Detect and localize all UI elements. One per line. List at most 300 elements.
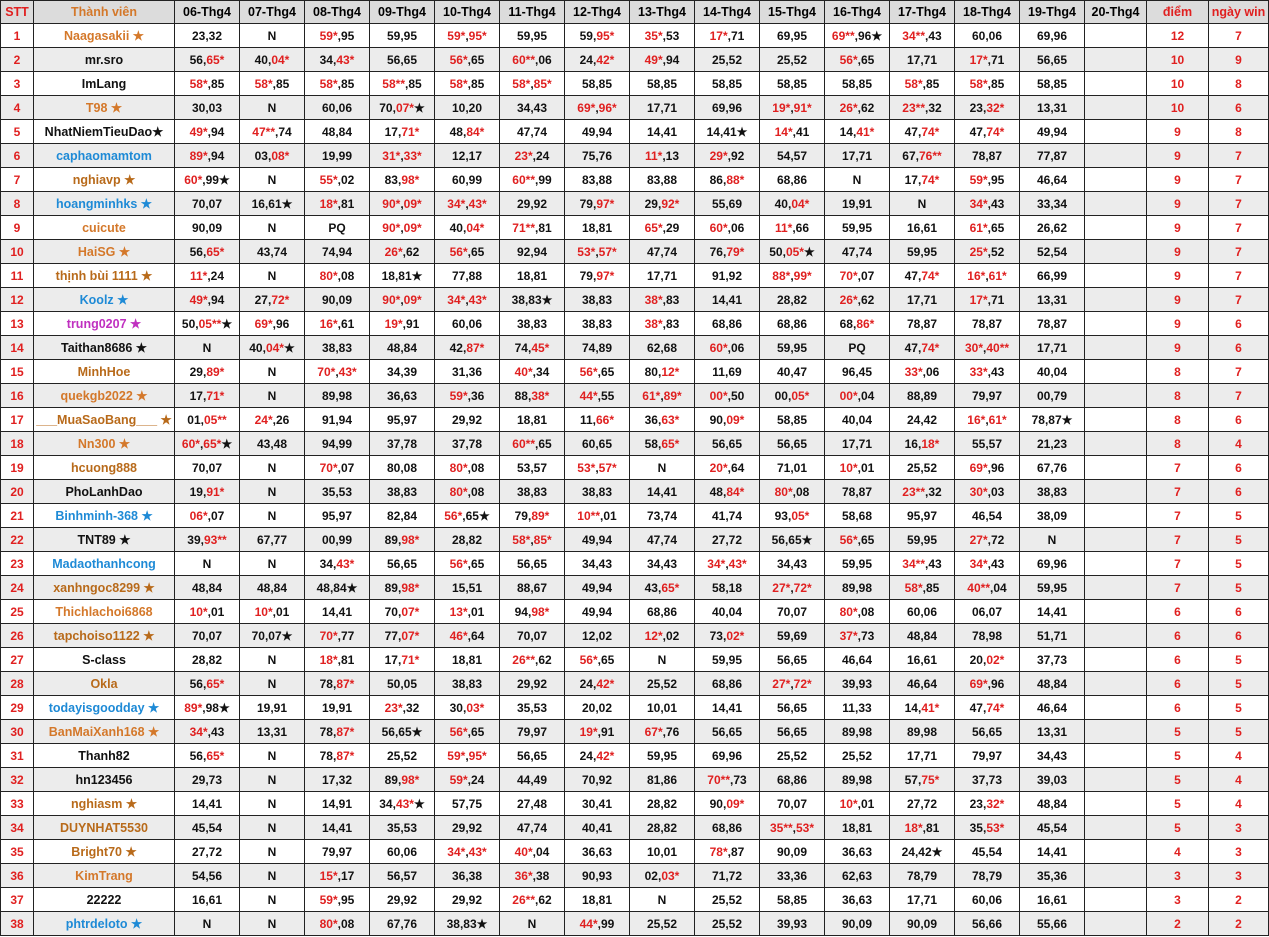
value-text: 34 [581,556,596,571]
member-name[interactable]: caphaomamtom [34,144,175,168]
member-name[interactable]: mr.sro [34,48,175,72]
value-text: , [400,148,404,163]
value-text: 56 [386,52,401,67]
value-text: , [662,628,666,643]
member-name[interactable]: hoangminhks ★ [34,192,175,216]
table-row [1,96,1269,120]
value-text: 71 [923,748,938,763]
hit-mark: 58* [904,580,923,595]
value-text: 59 [906,244,921,259]
member-name[interactable]: ___MuaSaoBang___ ★ [34,408,175,432]
day-cell [175,144,240,168]
value-text: , [987,76,991,91]
value-text: N [202,556,212,571]
value-text: 28 [191,652,206,667]
value-text: , [465,100,469,115]
value-text: 11 [579,412,593,427]
value-text: 74 [273,244,288,259]
member-name[interactable]: Koolz ★ [34,288,175,312]
value-text: 19 [256,700,271,715]
day-cell [565,96,630,120]
value-text: , [595,892,599,907]
day-cell [695,408,760,432]
value-text: , [532,868,536,883]
value-text: , [725,700,729,715]
day-cell [240,240,305,264]
day-cell [435,312,500,336]
value-text: 58 [711,76,726,91]
value-text: , [205,28,209,43]
value-text: N [267,460,277,475]
day-cell [175,456,240,480]
member-name[interactable]: Madaothanhcong [34,552,175,576]
day-cell [1020,888,1085,912]
day-cell [825,720,890,744]
value-text: 19 [321,148,336,163]
value-text: 82 [663,796,678,811]
hit-mark: 34* [969,556,988,571]
value-text: 68 [776,772,791,787]
value-text: , [1050,292,1054,307]
day-cell [825,744,890,768]
day-cell [565,552,630,576]
value-text: 65 [788,532,802,547]
hit-mark: 12* [644,628,663,643]
value-text: 24 [579,676,593,691]
value-text: , [920,916,924,931]
value-text: , [855,676,859,691]
value-text: , [725,196,729,211]
day-cell [630,624,695,648]
member-name[interactable]: phtrdeloto ★ [34,912,175,936]
day-cell [955,720,1020,744]
member-name[interactable]: tapchoiso1122 ★ [34,624,175,648]
value-text: 01 [603,508,617,523]
hit-mark: 10* [839,796,858,811]
star-icon: ★ [541,292,553,307]
value-text: , [595,868,599,883]
value-text: 54 [988,508,1003,523]
value-text: N [267,556,277,571]
member-name[interactable]: Thanh82 [34,744,175,768]
day-cell [175,432,240,456]
value-text: , [660,508,664,523]
value-text: 96 [857,28,872,43]
value-text: 74 [663,532,678,547]
member-name[interactable]: Bright70 ★ [34,840,175,864]
value-text: 14 [1036,844,1051,859]
value-text: 34 [516,100,531,115]
value-text: 82 [386,508,401,523]
hit-mark: 60* [181,436,200,451]
value-text: N [202,916,212,931]
table-row [1,360,1269,384]
day-cell [760,336,825,360]
day-cell [175,384,240,408]
hit-mark: 09* [726,412,745,427]
member-name[interactable]: Naagasakii ★ [34,24,175,48]
value-text: 98 [988,628,1003,643]
day-cell [630,96,695,120]
value-text: , [465,868,469,883]
day-cell [500,72,565,96]
member-name[interactable]: Taithan8686 ★ [34,336,175,360]
day-cell [955,120,1020,144]
value-text: , [784,532,789,547]
value-text: , [790,556,794,571]
day-cell [565,792,630,816]
day-cell [240,144,305,168]
member-name[interactable]: DUYNHAT5530 [34,816,175,840]
value-text: 30 [449,700,463,715]
day-cell [1085,408,1147,432]
member-name[interactable]: hcuong888 [34,456,175,480]
value-text: 06 [971,604,986,619]
value-text: 40 [249,340,263,355]
day-cell [500,288,565,312]
member-name[interactable]: MinhHoe [34,360,175,384]
value-text: , [262,340,266,355]
value-text: 52 [663,916,678,931]
value-text: , [532,364,536,379]
hit-mark: 87* [336,748,355,763]
value-text: 97 [988,388,1003,403]
day-cell [695,264,760,288]
value-text: , [790,868,794,883]
day-cell [305,792,370,816]
value-text: 86 [663,604,678,619]
star-icon: ★ [221,316,233,331]
value-text: , [267,292,272,307]
value-text: 25 [841,748,856,763]
header-cell: ngày win [1209,1,1269,24]
value-text: 43 [598,556,613,571]
value-text: 17 [906,52,921,67]
member-name[interactable]: S-class [34,648,175,672]
member-name[interactable]: nghiasm ★ [34,792,175,816]
value-text: 06 [338,100,353,115]
day-cell [305,24,370,48]
value-text: 08 [471,484,485,499]
day-cell [435,792,500,816]
hit-mark: 88* [726,172,745,187]
value-text: 03 [1053,772,1068,787]
points-cell: 7 [1147,576,1209,600]
value-text: , [400,340,404,355]
day-cell [435,840,500,864]
value-text: 55 [711,196,726,211]
member-name[interactable]: ImLang [34,72,175,96]
value-text: , [272,604,276,619]
day-cell [565,216,630,240]
day-cell [500,552,565,576]
value-text: 20 [581,700,596,715]
member-name[interactable]: thịnh bùi 1111 ★ [34,264,175,288]
day-cell [305,696,370,720]
member-name[interactable]: 22222 [34,888,175,912]
value-text: 97 [338,844,353,859]
hit-mark: 60* [709,220,728,235]
day-cell [955,336,1020,360]
hit-mark: 90* [382,292,401,307]
value-text: 67 [386,916,401,931]
day-cell [955,240,1020,264]
member-name[interactable]: todayisgoodday ★ [34,696,175,720]
day-cell [565,360,630,384]
value-text: , [205,796,209,811]
member-name[interactable]: nghiavp ★ [34,168,175,192]
member-name[interactable]: KimTrang [34,864,175,888]
value-text: 76 [709,244,723,259]
member-name[interactable]: Thichlachoi6868 [34,600,175,624]
day-cell [630,720,695,744]
value-text: 17 [468,148,483,163]
hit-mark: 40* [514,364,533,379]
hit-mark: 98* [401,172,420,187]
value-text: 41 [598,796,613,811]
member-name[interactable]: cuicute [34,216,175,240]
hit-mark: 26* [384,244,403,259]
value-text: 49 [581,580,596,595]
value-text: 95 [906,508,921,523]
value-text: 38 [581,292,596,307]
day-cell [1020,48,1085,72]
day-cell [1020,720,1085,744]
value-text: , [857,292,861,307]
member-name[interactable]: TNT89 ★ [34,528,175,552]
value-text: 73 [861,628,875,643]
member-name[interactable]: PhoLanhDao [34,480,175,504]
value-text: , [982,652,987,667]
value-text: , [1050,796,1054,811]
value-text: , [527,508,532,523]
day-cell [435,648,500,672]
hit-mark: 30* [969,484,988,499]
value-text: 74 [581,340,596,355]
table-row [1,552,1269,576]
day-cell [760,648,825,672]
value-text: 71 [1053,340,1068,355]
day-cell [370,216,435,240]
value-text: 43 [793,556,808,571]
value-text: 70 [581,772,596,787]
value-text: , [530,124,534,139]
value-text: , [465,412,469,427]
day-cell [500,216,565,240]
value-text: 24 [579,52,593,67]
value-text: , [527,388,532,403]
value-text: 52 [728,892,743,907]
hit-mark: 23* [514,148,533,163]
hit-mark: 42* [596,748,615,763]
value-text: 31 [1053,724,1068,739]
value-text: 02 [598,628,613,643]
hit-mark: 08* [271,148,290,163]
rank-cell: 14 [1,336,34,360]
value-text: 95 [858,556,873,571]
hit-mark: 88* [772,268,791,283]
value-text: 14 [706,124,720,139]
value-text: 17 [189,388,203,403]
value-text: , [1050,364,1054,379]
value-text: N [267,220,277,235]
day-cell [1020,432,1085,456]
member-name[interactable]: hn123456 [34,768,175,792]
hit-mark: 26** [512,652,535,667]
value-text: , [790,652,794,667]
value-text: 34 [379,796,393,811]
member-name[interactable]: T98 ★ [34,96,175,120]
hit-mark: 03* [466,700,485,715]
value-text: , [725,820,729,835]
hit-mark: 05* [785,244,804,259]
value-text: 64 [471,628,485,643]
value-text: , [790,580,794,595]
hit-mark: 07* [401,604,420,619]
day-cell [630,864,695,888]
day-cell [305,528,370,552]
day-cell [1020,576,1085,600]
member-name[interactable]: trung0207 ★ [34,312,175,336]
member-name[interactable]: quekgb2022 ★ [34,384,175,408]
value-text: , [920,604,924,619]
value-text: , [924,100,929,115]
value-text: 59 [646,748,661,763]
value-text: , [207,148,211,163]
value-text: 12 [581,628,596,643]
value-text: 32 [338,772,353,787]
member-name[interactable]: xanhngoc8299 ★ [34,576,175,600]
value-text: , [465,196,469,211]
day-cell [175,840,240,864]
day-cell [435,696,500,720]
value-text: 84 [208,580,223,595]
value-text: 96 [1053,556,1068,571]
member-name[interactable]: Nn300 ★ [34,432,175,456]
day-cell [1020,480,1085,504]
value-text: 28 [646,796,661,811]
win-days-cell: 2 [1209,912,1269,936]
hit-mark: 20* [709,460,728,475]
value-text: 25 [906,460,921,475]
value-text: , [202,364,207,379]
day-cell [305,432,370,456]
table-row [1,840,1269,864]
member-name[interactable]: Binhminh-368 ★ [34,504,175,528]
member-name[interactable]: HaiSG ★ [34,240,175,264]
value-text: , [599,508,604,523]
value-text: 38 [536,868,550,883]
day-cell [435,864,500,888]
value-text: , [657,412,662,427]
value-text: 57 [793,148,808,163]
value-text: 62 [1053,220,1068,235]
value-text: N [527,916,537,931]
value-text: , [597,364,601,379]
day-cell [435,408,500,432]
value-text: 06 [403,844,418,859]
table-row [1,624,1269,648]
value-text: 29 [666,220,680,235]
value-text: 81 [398,268,412,283]
hit-mark: 89* [189,148,208,163]
value-text: 01 [471,604,485,619]
value-text: 56 [776,724,791,739]
member-name[interactable]: Okla [34,672,175,696]
value-text: 47 [904,268,918,283]
day-cell [955,648,1020,672]
member-name[interactable]: NhatNiemTieuDao★ [34,120,175,144]
hit-mark: 72* [793,580,812,595]
day-cell [695,504,760,528]
value-text: 68 [776,172,791,187]
value-text: , [982,700,987,715]
day-cell [760,792,825,816]
day-cell [500,576,565,600]
table-row [1,384,1269,408]
value-text: 96 [728,748,743,763]
day-cell [175,48,240,72]
value-text: , [205,892,209,907]
hit-mark: 53* [577,244,596,259]
day-cell [1085,192,1147,216]
value-text: 49 [581,604,596,619]
value-text: 14 [839,124,853,139]
win-days-cell: 5 [1209,720,1269,744]
day-cell [825,384,890,408]
value-text: 25 [711,892,726,907]
day-cell [955,264,1020,288]
table-row [1,432,1269,456]
value-text: , [660,484,664,499]
value-text: 83 [598,316,613,331]
value-text: , [335,388,339,403]
value-text: 06 [926,364,940,379]
value-text: 23 [969,100,983,115]
hit-mark: 04* [271,52,290,67]
day-cell [630,696,695,720]
value-text: , [465,364,469,379]
header-cell: điểm [1147,1,1209,24]
member-name[interactable]: BanMaiXanh168 ★ [34,720,175,744]
value-text: , [987,532,991,547]
value-text: , [205,100,209,115]
hit-mark: 04* [466,220,485,235]
day-cell [1085,696,1147,720]
value-text: 25 [711,52,726,67]
value-text: , [787,388,792,403]
value-text: , [1050,724,1054,739]
value-text: 09 [793,844,808,859]
value-text: , [790,148,794,163]
value-text: 02 [666,628,680,643]
value-text: 39 [776,916,791,931]
day-cell [825,528,890,552]
day-cell [825,312,890,336]
value-text: 43 [644,580,658,595]
value-text: , [205,772,209,787]
value-text: 01 [861,460,875,475]
value-text: , [1050,508,1054,523]
value-text: , [1050,340,1054,355]
win-days-cell: 7 [1209,240,1269,264]
day-cell [435,48,500,72]
day-cell [500,24,565,48]
value-text: , [920,220,924,235]
header-cell: 20-Thg4 [1085,1,1147,24]
win-days-cell: 6 [1209,96,1269,120]
value-text: 73 [709,628,723,643]
